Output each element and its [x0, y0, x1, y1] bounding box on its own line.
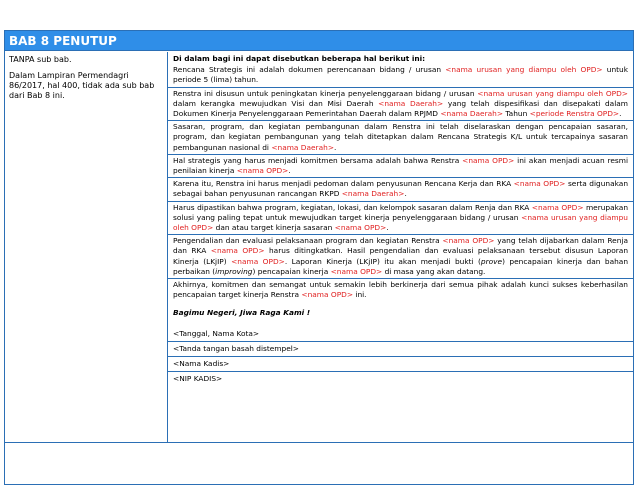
row-divider: [168, 371, 633, 372]
row-divider: [168, 356, 633, 357]
placeholder-text: <nama Daerah>: [378, 98, 444, 108]
paragraph-1: Rencana Strategis ini adalah dokumen perencanaan bidang / urusan <nama urusan yang diampu oleh OPD> untuk periode 5 (lima) tahun.: [173, 65, 628, 85]
row-divider: [168, 177, 633, 178]
signature-name: <Nama Kadis>: [173, 358, 230, 368]
signature-date-city: <Tanggal, Nama Kota>: [173, 328, 260, 338]
placeholder-text: <nama OPD>: [513, 179, 566, 189]
left-notes-column: [5, 52, 168, 442]
row-divider: [168, 278, 633, 279]
placeholder-text: <nama OPD>: [442, 236, 495, 246]
paragraph-7: Pengendalian dan evaluasi pelaksanaan program dan kegiatan Renstra <nama OPD> yang telah dijabarkan dalam Renja dan RKA <nama OPD> harus ditingkatkan. Hasil pengendalian dan evaluasi pelaksanaan tersebut disusun Laporan Kinerja (LKjIP) <nama OPD>. Laporan Kinerja (LKjIP) itu akan menjadi bukti (prove) pencapaian kinerja dan bahan perbaikan (improving) pencapaian kinerja <nama OPD> di masa yang akan datang.: [173, 236, 629, 276]
placeholder-text: <nama OPD>: [531, 202, 584, 212]
paragraph-8: Akhirnya, komitmen dan semangat untuk semakin lebih berkinerja dari semua pihak adalah kunci sukses keberhasilan pencapaian target kinerja Renstra <nama OPD> ini.: [173, 280, 628, 300]
placeholder-text: <nama OPD>: [301, 290, 354, 300]
row-divider: [168, 201, 633, 202]
note-no-subchapter: TANPA sub bab.: [9, 55, 72, 64]
signature-nip: <NIP KADIS>: [173, 373, 223, 383]
placeholder-text: <nama Daerah>: [341, 189, 405, 199]
paragraph-3: Sasaran, program, dan kegiatan pembangunan dalam Renstra ini telah diselaraskan dengan pencapaian sasaran, program, dan kegiatan pembangunan yang telah ditetapkan dalam Rencana Strategis K/L untuk tercapainya sasaran pembangunan nasional di <nama Daerah>.: [173, 122, 628, 152]
note-permendagri: Dalam Lampiran Permendagri 86/2017, hal 400, tidak ada sub bab dari Bab 8 ini.: [9, 71, 155, 100]
row-divider: [168, 234, 633, 235]
paragraph-6: Harus dipastikan bahwa program, kegiatan, lokasi, dan kelompok sasaran dalam Renja dan RKA <nama OPD> merupakan solusi yang paling tepat untuk mewujudkan target kinerja penyelenggaraan bidang / urusan <nama urusan yang diampu oleh OPD> dan atau target kinerja sasaran <nama OPD>.: [173, 202, 629, 233]
chapter-table: [4, 30, 634, 485]
placeholder-text: <nama Daerah>: [440, 109, 504, 119]
placeholder-text: <nama OPD>: [231, 256, 285, 266]
placeholder-text: <nama OPD>: [236, 166, 289, 176]
row-divider: [168, 87, 633, 88]
placeholder-text: <nama OPD>: [330, 266, 383, 276]
paragraph-5: Karena itu, Renstra ini harus menjadi pedoman dalam penyusunan Rencana Kerja dan RKA <nama OPD> serta digunakan sebagai bahan penyusunan rancangan RKPD <nama Daerah>.: [173, 179, 628, 199]
placeholder-text: <nama urusan yang diampu oleh OPD>: [445, 65, 603, 75]
row-divider: [168, 154, 633, 155]
chapter-header: BAB 8 PENUTUP: [5, 31, 633, 51]
content-heading: Di dalam bagi ini dapat disebutkan beberapa hal berikut ini:: [173, 54, 426, 63]
placeholder-text: <nama OPD>: [210, 246, 265, 256]
placeholder-text: <nama OPD>: [334, 223, 387, 233]
placeholder-text: <nama urusan yang diampu oleh OPD>: [477, 88, 628, 98]
motto: Bagimu Negeri, Jiwa Raga Kami !: [173, 308, 311, 318]
right-content-column: [168, 52, 633, 442]
signature-stamp: <Tanda tangan basah distempel>: [173, 343, 299, 353]
placeholder-text: <nama Daerah>: [271, 142, 335, 152]
placeholder-text: <periode Renstra OPD>: [529, 109, 620, 119]
placeholder-text: <nama OPD>: [462, 155, 515, 165]
paragraph-2: Renstra ini disusun untuk peningkatan kinerja penyelenggaraan bidang / urusan <nama urusan yang diampu oleh OPD> dalam kerangka mewujudkan Visi dan Misi Daerah <nama Daerah> yang telah dispesifikasi dan disepakati dalam Dokumen Kinerja Penyelenggaraan Pemerintahan Daerah dalam RPJMD <nama Daerah> Tahun <periode Renstra OPD>.: [173, 88, 628, 119]
placeholder-text: <nama urusan yang diampu oleh OPD>: [173, 212, 628, 233]
table-bottom-divider: [5, 442, 633, 443]
row-divider: [168, 341, 633, 342]
row-divider: [168, 120, 633, 121]
paragraph-4: Hal strategis yang harus menjadi komitmen bersama adalah bahwa Renstra <nama OPD> ini akan menjadi acuan resmi penilaian kinerja <nama OPD>.: [173, 155, 628, 176]
